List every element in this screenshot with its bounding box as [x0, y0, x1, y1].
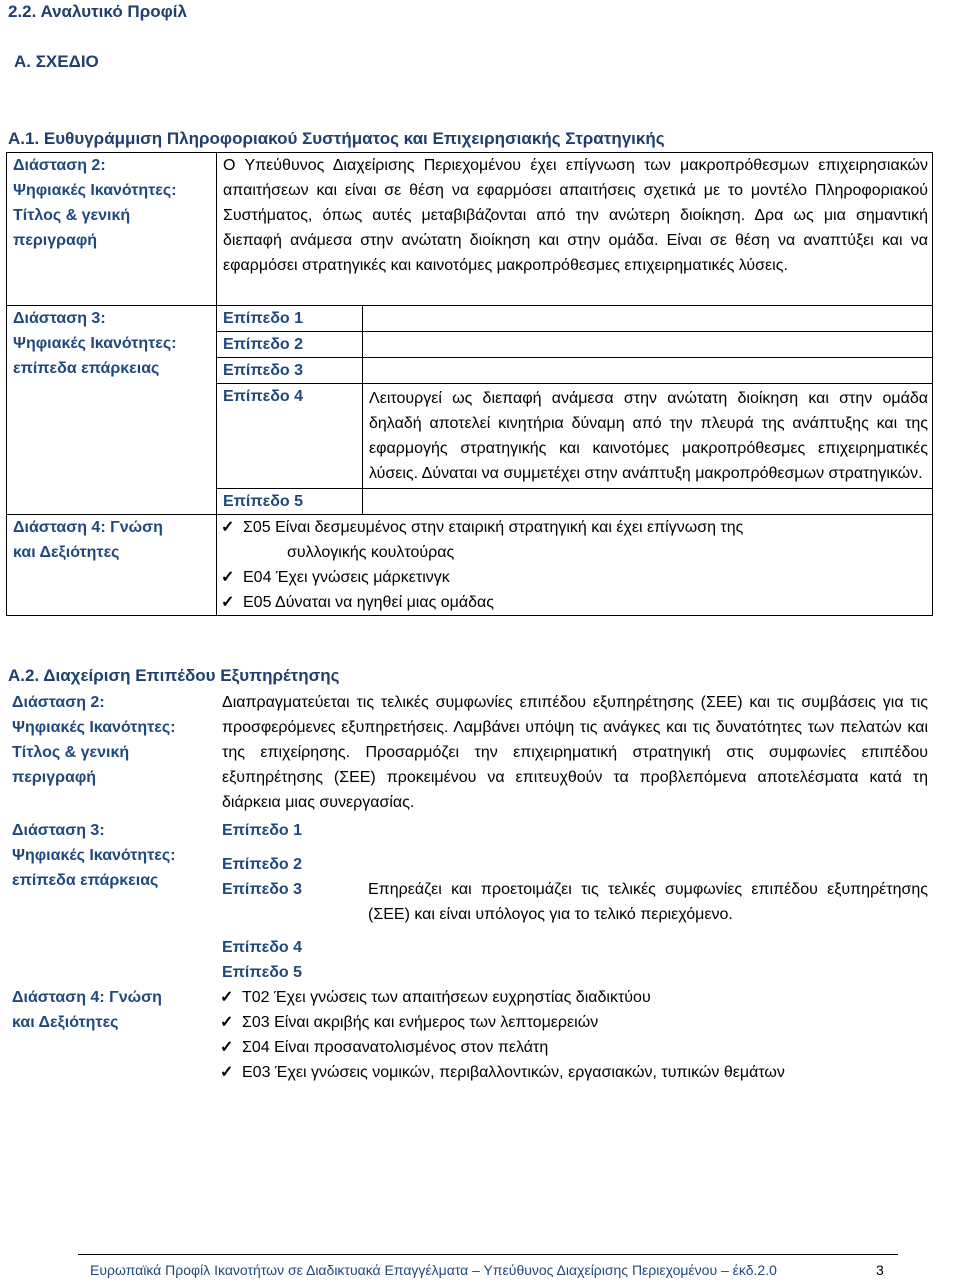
skill-text: Σ03 Είναι ακριβής και ενήμερος των λεπτομερειών [242, 1014, 599, 1031]
a1-level4: Επίπεδο 4 [217, 384, 363, 489]
a1-dim3-label-cell [7, 306, 217, 515]
a2-dim3-sub1: Ψηφιακές Ικανότητες: [12, 847, 176, 864]
section-title: 2.2. Αναλυτικό Προφίλ [8, 2, 187, 21]
a1-dim2-sub2: Τίτλος & γενική [13, 207, 131, 224]
checkmark-icon: ✓ [220, 1064, 234, 1081]
skill-text: Τ02 Έχει γνώσεις των απαιτήσεων ευχρηστίας διαδικτύου [242, 989, 651, 1006]
a1-level3: Επίπεδο 3 [217, 358, 363, 384]
a1-dim2-sub1: Ψηφιακές Ικανότητες: [13, 182, 177, 199]
a1-level5: Επίπεδο 5 [217, 489, 363, 515]
a2-level5-text [362, 960, 932, 985]
a1-heading: Α.1. Ευθυγράμμιση Πληροφοριακού Συστήματος και Επιχειρησιακής Στρατηγικής [8, 129, 665, 148]
checkmark-icon: ✓ [221, 569, 235, 586]
part-title: Α. ΣΧΕΔΙΟ [14, 52, 99, 71]
a2-dim3-label: Διάσταση 3: [12, 822, 105, 839]
a1-level5-text [363, 489, 933, 515]
a2-dim2-sub2: Τίτλος & γενική [12, 744, 130, 761]
skill-text: Ε05 Δύναται να ηγηθεί μιας ομάδας [243, 594, 494, 611]
a1-level1: Επίπεδο 1 [217, 306, 363, 332]
a2-level4: Επίπεδο 4 [222, 939, 303, 956]
a2-description: Διαπραγματεύεται τις τελικές συμφωνίες επιπέδου εξυπηρέτησης (ΣΕΕ) και τις συμβάσεις για τις προσφερόμενες εξυπηρετήσεις. Λαμβάνει υπόψη τις ανάγκες και τις δυνατότητες των πελατών και της επιχείρησης. Προσαρμόζει την επιχειρηματική στρατηγική στις συμφωνίες επιπέδου εξυπηρέτησης (ΣΕΕ) προκειμένου να επιτευχθούν τα προβλεπόμενα αποτελέσματα κατά τη διάρκεια μιας συνεργασίας. [222, 694, 929, 811]
a1-dim2-row [7, 153, 933, 306]
a1-level3-text [363, 358, 933, 384]
skill-text: Σ04 Είναι προσανατολισμένος στον πελάτη [242, 1039, 549, 1056]
a1-description: Ο Υπεύθυνος Διαχείρισης Περιεχομένου έχει επίγνωση των μακροπρόθεσμων επιχειρησιακών απαιτήσεων και είναι σε θέση να εφαρμόσει απαιτήσεις σχετικά με το μοντέλο Πληροφοριακού Συστήματος, όπως αυτές μεταβιβάζονται από την ανώτερη διοίκηση. Δρα ως μια σημαντική διεπαφή ανάμεσα στην ανώτατη διοίκηση και στην ομάδα. Είναι σε θέση να αναπτύξει και να εφαρμόσει στρατηγικές και καινοτόμες μακροπρόθεσμες επιχειρηματικές λύσεις. [217, 153, 933, 306]
skill-text: Ε03 Έχει γνώσεις νομικών, περιβαλλοντικών, εργασιακών, τυπικών θεμάτων [242, 1064, 785, 1081]
checkmark-icon: ✓ [220, 1039, 234, 1056]
skill-text-continued: συλλογικής κουλτούρας [287, 544, 455, 561]
a2-dim2-label: Διάσταση 2: [12, 694, 105, 711]
page-number: 3 [876, 1262, 884, 1278]
checkmark-icon: ✓ [221, 594, 235, 611]
a2-dim4-label-cell [6, 985, 216, 1085]
a1-level1-row [7, 306, 933, 332]
a1-skills [217, 515, 933, 616]
a2-table [6, 690, 932, 1085]
a2-dim2-sub1: Ψηφιακές Ικανότητες: [12, 719, 176, 736]
a1-dim4-label: Διάσταση 4: Γνώση [13, 519, 163, 536]
a1-dim2-label: Διάσταση 2: [13, 157, 106, 174]
a1-level2: Επίπεδο 2 [217, 332, 363, 358]
footer-text: Ευρωπαϊκά Προφίλ Ικανοτήτων σε Διαδικτυακά Επαγγέλματα – Υπεύθυνος Διαχείρισης Περιεχομένου – έκδ.2.0 [90, 1262, 777, 1278]
a2-heading: Α.2. Διαχείριση Επιπέδου Εξυπηρέτησης [8, 666, 340, 685]
a1-dim3-sub2: επίπεδα επάρκειας [13, 360, 160, 377]
a2-level1-row [6, 818, 932, 852]
a1-level2-text [363, 332, 933, 358]
a2-dim4-label: Διάσταση 4: Γνώση [12, 989, 162, 1006]
a2-level3-text: Επηρεάζει και προετοιμάζει τις τελικές συμφωνίες επιπέδου εξυπηρέτησης (ΣΕΕ) και είναι υπόλογος για το τελικό περιεχόμενο. [368, 881, 929, 923]
checkmark-icon: ✓ [220, 1014, 234, 1031]
a2-dim2-row [6, 690, 932, 818]
a1-dim3-label: Διάσταση 3: [13, 310, 106, 327]
list-item [220, 985, 928, 1010]
list-item [220, 1035, 928, 1060]
a1-dim4-row [7, 515, 933, 616]
a2-dim4-row [6, 985, 932, 1085]
a2-level1-text [362, 818, 932, 852]
a1-dim2-label-cell [7, 153, 217, 306]
a2-dim3-label-cell [6, 818, 216, 985]
a1-table [6, 152, 933, 616]
a2-dim2-sub3: περιγραφή [12, 769, 97, 786]
a2-skills [216, 985, 932, 1085]
a2-level2: Επίπεδο 2 [222, 856, 303, 873]
list-item [221, 565, 928, 590]
a2-level1: Επίπεδο 1 [222, 822, 303, 839]
a1-level4-text: Λειτουργεί ως διεπαφή ανάμεσα στην ανώτατη διοίκηση και στην ομάδα δηλαδή αποτελεί κινητήρια δύναμη από την πλευρά της ανάπτυξης και της εφαρμογής στρατηγικής και καινοτόμες μακροπρόθεσμες επιχειρηματικές λύσεις. Δύναται να συμμετέχει στην ανάπτυξη μακροπρόθεσμων στρατηγικών. [363, 384, 933, 489]
list-item [220, 1010, 928, 1035]
skill-text: Σ05 Είναι δεσμευμένος στην εταιρική στρατηγική και έχει επίγνωση της [243, 519, 744, 536]
a1-dim3-sub1: Ψηφιακές Ικανότητες: [13, 335, 177, 352]
list-item [220, 1060, 928, 1085]
footer-divider [78, 1254, 898, 1255]
a2-level5: Επίπεδο 5 [222, 964, 303, 981]
checkmark-icon: ✓ [221, 519, 235, 536]
a2-level2-text [362, 852, 932, 877]
a1-dim2-sub3: περιγραφή [13, 232, 98, 249]
a1-dim4-label-cell [7, 515, 217, 616]
a2-level3: Επίπεδο 3 [222, 881, 303, 898]
a1-level1-text [363, 306, 933, 332]
list-item [221, 515, 928, 540]
list-item [221, 590, 928, 615]
a2-dim4-sub: και Δεξιότητες [12, 1014, 119, 1031]
a2-dim2-label-cell [6, 690, 216, 818]
a2-level4-text [362, 935, 932, 960]
checkmark-icon: ✓ [220, 989, 234, 1006]
a2-dim3-sub2: επίπεδα επάρκειας [12, 872, 159, 889]
a1-dim4-sub: και Δεξιότητες [13, 544, 120, 561]
skill-text: Ε04 Έχει γνώσεις μάρκετινγκ [243, 569, 450, 586]
